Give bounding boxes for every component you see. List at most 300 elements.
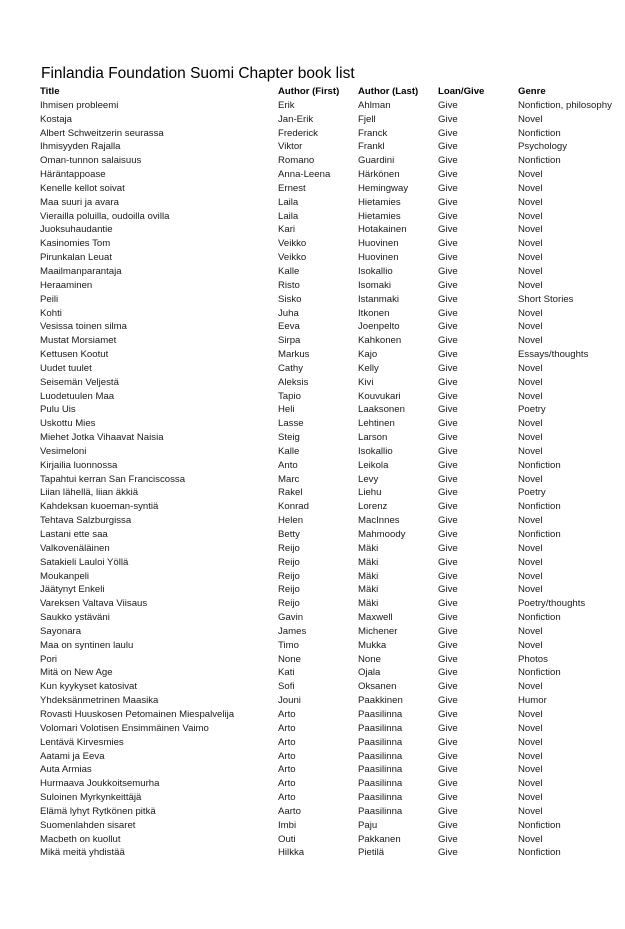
author-first-cell: Sirpa bbox=[278, 335, 301, 347]
loan-give-cell: Give bbox=[438, 445, 458, 457]
author-last-cell: Paasilinna bbox=[358, 722, 403, 734]
genre-cell: Novel bbox=[518, 432, 543, 444]
genre-cell: Humor bbox=[518, 695, 547, 707]
author-last-cell: Paasilinna bbox=[358, 708, 403, 720]
book-title-cell: Saukko ystäväni bbox=[40, 612, 110, 624]
genre-cell: Novel bbox=[518, 307, 543, 319]
genre-cell: Novel bbox=[518, 625, 543, 637]
table-row bbox=[40, 597, 625, 611]
author-last-cell: Kajo bbox=[358, 349, 378, 361]
author-first-cell: Marc bbox=[278, 473, 300, 485]
loan-give-cell: Give bbox=[438, 224, 458, 236]
table-body bbox=[40, 99, 625, 860]
table-row bbox=[40, 445, 625, 459]
genre-cell: Novel bbox=[518, 196, 543, 208]
table-row bbox=[40, 168, 625, 182]
author-last-cell: Guardini bbox=[358, 155, 395, 167]
author-first-cell: Viktor bbox=[278, 141, 303, 153]
book-title-cell: Häräntappoase bbox=[40, 169, 106, 181]
author-last-cell: Huovinen bbox=[358, 238, 399, 250]
book-title-cell: Heraaminen bbox=[40, 279, 93, 291]
loan-give-cell: Give bbox=[438, 404, 458, 416]
author-first-cell: Sofi bbox=[278, 681, 295, 693]
author-first-cell: Arto bbox=[278, 708, 296, 720]
author-last-cell: Mäki bbox=[358, 584, 379, 596]
loan-give-cell: Give bbox=[438, 764, 458, 776]
author-last-cell: Frankl bbox=[358, 141, 385, 153]
loan-give-cell: Give bbox=[438, 681, 458, 693]
author-last-cell: Lorenz bbox=[358, 501, 388, 513]
author-last-cell: Isokallio bbox=[358, 265, 393, 277]
header-author-first: Author (First) bbox=[278, 86, 340, 97]
author-last-cell: None bbox=[358, 653, 381, 665]
genre-cell: Novel bbox=[518, 279, 543, 291]
genre-cell: Novel bbox=[518, 570, 543, 582]
table-row bbox=[40, 846, 625, 860]
book-title-cell: Suomenlahden sisaret bbox=[40, 819, 136, 831]
genre-cell: Novel bbox=[518, 265, 543, 277]
author-first-cell: Kalle bbox=[278, 445, 300, 457]
book-title-cell: Kirjailia luonnossa bbox=[40, 459, 118, 471]
table-row bbox=[40, 320, 625, 334]
book-title-cell: Juoksuhaudantie bbox=[40, 224, 113, 236]
author-last-cell: Ojala bbox=[358, 667, 381, 679]
book-title-cell: Peili bbox=[40, 293, 59, 305]
author-first-cell: Aleksis bbox=[278, 376, 309, 388]
author-first-cell: Reijo bbox=[278, 570, 300, 582]
author-last-cell: Mäki bbox=[358, 570, 379, 582]
table-row bbox=[40, 639, 625, 653]
loan-give-cell: Give bbox=[438, 653, 458, 665]
author-first-cell: Betty bbox=[278, 529, 300, 540]
author-last-cell: Larson bbox=[358, 432, 388, 444]
genre-cell: Nonfiction bbox=[518, 459, 561, 471]
book-title-cell: Aatami ja Eeva bbox=[40, 750, 105, 762]
loan-give-cell: Give bbox=[438, 750, 458, 762]
author-first-cell: Eeva bbox=[278, 321, 300, 333]
book-title-cell: Maa on syntinen laulu bbox=[40, 639, 134, 651]
loan-give-cell: Give bbox=[438, 113, 458, 125]
table-row bbox=[40, 736, 625, 750]
book-title-cell: Hurmaava Joukkoitsemurha bbox=[40, 778, 160, 790]
table-row bbox=[40, 611, 625, 625]
book-title-cell: Elämä lyhyt Rytkönen pitkä bbox=[40, 805, 156, 817]
author-last-cell: Leikola bbox=[358, 459, 389, 471]
author-first-cell: Reijo bbox=[278, 542, 300, 554]
loan-give-cell: Give bbox=[438, 542, 458, 554]
book-title-cell: Uudet tuulet bbox=[40, 362, 92, 374]
genre-cell: Novel bbox=[518, 390, 543, 402]
book-title-cell: Mitä on New Age bbox=[40, 667, 113, 679]
author-first-cell: Markus bbox=[278, 349, 310, 361]
book-title-cell: Mustat Morsiamet bbox=[40, 335, 117, 347]
loan-give-cell: Give bbox=[438, 501, 458, 513]
loan-give-cell: Give bbox=[438, 349, 458, 361]
loan-give-cell: Give bbox=[438, 625, 458, 637]
author-last-cell: MacInnes bbox=[358, 515, 400, 527]
table-row bbox=[40, 473, 625, 487]
author-last-cell: Itkonen bbox=[358, 307, 390, 319]
author-first-cell: Rakel bbox=[278, 487, 303, 499]
header-genre: Genre bbox=[518, 86, 546, 97]
genre-cell: Novel bbox=[518, 736, 543, 748]
book-title-cell: Kettusen Kootut bbox=[40, 349, 109, 361]
book-title-cell: Kahdeksan kuoeman-syntiä bbox=[40, 501, 159, 513]
author-first-cell: Gavin bbox=[278, 612, 304, 624]
author-first-cell: None bbox=[278, 653, 301, 665]
book-title-cell: Volomari Volotisen Ensimmäinen Vaimo bbox=[40, 722, 209, 734]
genre-cell: Novel bbox=[518, 473, 543, 485]
book-title-cell: Yhdeksänmetrinen Maasika bbox=[40, 695, 159, 707]
table-row bbox=[40, 486, 625, 500]
book-title-cell: Kohti bbox=[40, 307, 62, 319]
author-last-cell: Hotakainen bbox=[358, 224, 407, 236]
book-title-cell: Maailmanparantaja bbox=[40, 265, 122, 277]
genre-cell: Novel bbox=[518, 708, 543, 720]
table-row bbox=[40, 431, 625, 445]
author-last-cell: Paasilinna bbox=[358, 778, 403, 790]
table-row bbox=[40, 625, 625, 639]
book-title-cell: Ihmisyyden Rajalla bbox=[40, 141, 121, 153]
genre-cell: Nonfiction bbox=[518, 819, 561, 831]
author-last-cell: Härkönen bbox=[358, 169, 400, 181]
loan-give-cell: Give bbox=[438, 847, 458, 859]
loan-give-cell: Give bbox=[438, 792, 458, 804]
author-first-cell: Sisko bbox=[278, 293, 302, 305]
author-last-cell: Isokallio bbox=[358, 445, 393, 457]
book-title-cell: Albert Schweitzerin seurassa bbox=[40, 127, 164, 139]
author-first-cell: Arto bbox=[278, 736, 296, 748]
header-title: Title bbox=[40, 86, 60, 97]
book-title-cell: Miehet Jotka Vihaavat Naisia bbox=[40, 432, 164, 444]
genre-cell: Novel bbox=[518, 764, 543, 776]
loan-give-cell: Give bbox=[438, 722, 458, 734]
genre-cell: Novel bbox=[518, 169, 543, 181]
table-row bbox=[40, 279, 625, 293]
author-first-cell: Arto bbox=[278, 750, 296, 762]
author-first-cell: Imbi bbox=[278, 819, 297, 831]
table-row bbox=[40, 362, 625, 376]
author-last-cell: Paju bbox=[358, 819, 378, 831]
table-row bbox=[40, 583, 625, 597]
author-last-cell: Isomaki bbox=[358, 279, 392, 291]
table-row bbox=[40, 514, 625, 528]
document-title: Finlandia Foundation Suomi Chapter book list bbox=[41, 65, 355, 82]
author-first-cell: Kari bbox=[278, 224, 296, 236]
book-title-cell: Kun kyykyset katosivat bbox=[40, 681, 138, 693]
genre-cell: Poetry bbox=[518, 404, 546, 416]
author-first-cell: Heli bbox=[278, 404, 295, 416]
genre-cell: Psychology bbox=[518, 141, 568, 153]
header-loan-give: Loan/Give bbox=[438, 86, 485, 97]
loan-give-cell: Give bbox=[438, 155, 458, 167]
author-last-cell: Paakkinen bbox=[358, 695, 403, 707]
author-first-cell: Kalle bbox=[278, 265, 300, 277]
author-last-cell: Levy bbox=[358, 473, 379, 485]
table-row bbox=[40, 251, 625, 265]
genre-cell: Poetry bbox=[518, 487, 546, 499]
book-title-cell: Ihmisen probleemi bbox=[40, 99, 119, 111]
author-first-cell: Arto bbox=[278, 722, 296, 734]
table-row bbox=[40, 99, 625, 113]
loan-give-cell: Give bbox=[438, 695, 458, 707]
table-row bbox=[40, 805, 625, 819]
loan-give-cell: Give bbox=[438, 598, 458, 610]
book-title-cell: Sayonara bbox=[40, 625, 82, 637]
author-first-cell: Risto bbox=[278, 279, 300, 291]
table-row bbox=[40, 763, 625, 777]
author-last-cell: Franck bbox=[358, 127, 388, 139]
table-row bbox=[40, 819, 625, 833]
loan-give-cell: Give bbox=[438, 252, 458, 264]
loan-give-cell: Give bbox=[438, 238, 458, 250]
author-first-cell: Romano bbox=[278, 155, 315, 167]
genre-cell: Photos bbox=[518, 653, 548, 665]
table-row bbox=[40, 680, 625, 694]
table-row bbox=[40, 750, 625, 764]
loan-give-cell: Give bbox=[438, 127, 458, 139]
author-first-cell: Jan-Erik bbox=[278, 113, 314, 125]
loan-give-cell: Give bbox=[438, 778, 458, 790]
book-title-cell: Tehtava Salzburgissa bbox=[40, 515, 132, 527]
author-last-cell: Paasilinna bbox=[358, 736, 403, 748]
loan-give-cell: Give bbox=[438, 432, 458, 444]
genre-cell: Novel bbox=[518, 584, 543, 596]
author-first-cell: Arto bbox=[278, 764, 296, 776]
genre-cell: Poetry/thoughts bbox=[518, 598, 586, 610]
author-first-cell: Kati bbox=[278, 667, 295, 679]
loan-give-cell: Give bbox=[438, 819, 458, 831]
genre-cell: Nonfiction bbox=[518, 155, 561, 167]
book-title-cell: Pulu Uis bbox=[40, 404, 76, 416]
author-last-cell: Istanmaki bbox=[358, 293, 400, 305]
author-first-cell: Helen bbox=[278, 515, 304, 527]
author-last-cell: Fjell bbox=[358, 113, 376, 125]
author-first-cell: Outi bbox=[278, 833, 296, 845]
genre-cell: Novel bbox=[518, 515, 543, 527]
genre-cell: Novel bbox=[518, 113, 543, 125]
book-title-cell: Seisemän Veljestä bbox=[40, 376, 119, 388]
genre-cell: Novel bbox=[518, 750, 543, 762]
author-last-cell: Pietilä bbox=[358, 847, 385, 859]
loan-give-cell: Give bbox=[438, 210, 458, 222]
genre-cell: Novel bbox=[518, 778, 543, 790]
genre-cell: Nonfiction bbox=[518, 612, 561, 624]
loan-give-cell: Give bbox=[438, 708, 458, 720]
book-title-cell: Vareksen Valtava Viisaus bbox=[40, 598, 148, 610]
book-title-cell: Pirunkalan Leuat bbox=[40, 252, 113, 264]
author-last-cell: Oksanen bbox=[358, 681, 397, 693]
book-title-cell: Satakieli Lauloi Yöllä bbox=[40, 556, 129, 568]
author-first-cell: Reijo bbox=[278, 584, 300, 596]
author-last-cell: Mukka bbox=[358, 639, 387, 651]
genre-cell: Novel bbox=[518, 335, 543, 347]
loan-give-cell: Give bbox=[438, 307, 458, 319]
genre-cell: Novel bbox=[518, 210, 543, 222]
table-row bbox=[40, 708, 625, 722]
author-last-cell: Mäki bbox=[358, 598, 379, 610]
table-row bbox=[40, 791, 625, 805]
loan-give-cell: Give bbox=[438, 376, 458, 388]
author-last-cell: Kivi bbox=[358, 376, 374, 388]
author-last-cell: Mäki bbox=[358, 542, 379, 554]
table-row bbox=[40, 500, 625, 514]
book-title-cell: Lentävä Kirvesmies bbox=[40, 736, 124, 748]
book-title-cell: Uskottu Mies bbox=[40, 418, 96, 430]
author-first-cell: Reijo bbox=[278, 598, 300, 610]
genre-cell: Novel bbox=[518, 805, 543, 817]
author-last-cell: Lehtinen bbox=[358, 418, 395, 430]
genre-cell: Novel bbox=[518, 321, 543, 333]
genre-cell: Novel bbox=[518, 418, 543, 430]
table-row bbox=[40, 293, 625, 307]
author-first-cell: Ernest bbox=[278, 182, 306, 194]
author-first-cell: Konrad bbox=[278, 501, 309, 513]
author-last-cell: Kelly bbox=[358, 362, 379, 374]
genre-cell: Novel bbox=[518, 833, 543, 845]
table-row bbox=[40, 459, 625, 473]
genre-cell: Nonfiction bbox=[518, 501, 561, 513]
genre-cell: Short Stories bbox=[518, 293, 574, 305]
table-row bbox=[40, 334, 625, 348]
author-first-cell: Steig bbox=[278, 432, 300, 444]
author-last-cell: Mahmoody bbox=[358, 529, 406, 540]
author-first-cell: Jouni bbox=[278, 695, 301, 707]
author-last-cell: Kouvukari bbox=[358, 390, 401, 402]
loan-give-cell: Give bbox=[438, 321, 458, 333]
table-row bbox=[40, 210, 625, 224]
genre-cell: Novel bbox=[518, 238, 543, 250]
table-row bbox=[40, 528, 625, 542]
table-row bbox=[40, 694, 625, 708]
author-first-cell: Veikko bbox=[278, 238, 307, 250]
author-last-cell: Mäki bbox=[358, 556, 379, 568]
genre-cell: Novel bbox=[518, 556, 543, 568]
book-title-cell: Rovasti Huuskosen Petomainen Miespalvelija bbox=[40, 708, 235, 720]
table-row bbox=[40, 417, 625, 431]
loan-give-cell: Give bbox=[438, 556, 458, 568]
loan-give-cell: Give bbox=[438, 265, 458, 277]
author-last-cell: Laaksonen bbox=[358, 404, 405, 416]
genre-cell: Essays/thoughts bbox=[518, 349, 589, 361]
author-first-cell: Aarto bbox=[278, 805, 301, 817]
book-title-cell: Oman-tunnon salaisuus bbox=[40, 155, 142, 167]
author-last-cell: Paasilinna bbox=[358, 764, 403, 776]
table-row bbox=[40, 833, 625, 847]
table-row bbox=[40, 237, 625, 251]
book-title-cell: Luodetuulen Maa bbox=[40, 390, 115, 402]
author-first-cell: Erik bbox=[278, 99, 295, 111]
genre-cell: Novel bbox=[518, 182, 543, 194]
book-title-cell: Vierailla poluilla, oudoilla ovilla bbox=[40, 210, 170, 222]
table-row bbox=[40, 196, 625, 210]
loan-give-cell: Give bbox=[438, 805, 458, 817]
genre-cell: Novel bbox=[518, 542, 543, 554]
table-row bbox=[40, 403, 625, 417]
table-row bbox=[40, 348, 625, 362]
book-title-cell: Liian lähellä, liian äkkiä bbox=[40, 487, 139, 499]
table-row bbox=[40, 777, 625, 791]
table-row bbox=[40, 223, 625, 237]
genre-cell: Nonfiction bbox=[518, 847, 561, 859]
genre-cell: Novel bbox=[518, 252, 543, 264]
book-list-table bbox=[40, 85, 625, 860]
loan-give-cell: Give bbox=[438, 570, 458, 582]
table-row bbox=[40, 390, 625, 404]
author-first-cell: Laila bbox=[278, 196, 299, 208]
author-first-cell: Anto bbox=[278, 459, 298, 471]
author-first-cell: Hilkka bbox=[278, 847, 305, 859]
table-row bbox=[40, 666, 625, 680]
table-row bbox=[40, 127, 625, 141]
loan-give-cell: Give bbox=[438, 515, 458, 527]
loan-give-cell: Give bbox=[438, 279, 458, 291]
book-title-cell: Jäätynyt Enkeli bbox=[40, 584, 105, 596]
table-row bbox=[40, 182, 625, 196]
author-first-cell: James bbox=[278, 625, 307, 637]
book-title-cell: Kostaja bbox=[40, 113, 72, 125]
loan-give-cell: Give bbox=[438, 487, 458, 499]
genre-cell: Novel bbox=[518, 224, 543, 236]
loan-give-cell: Give bbox=[438, 182, 458, 194]
book-title-cell: Vesissa toinen silma bbox=[40, 321, 127, 333]
book-title-cell: Valkovenäläinen bbox=[40, 542, 110, 554]
author-first-cell: Reijo bbox=[278, 556, 300, 568]
table-row bbox=[40, 265, 625, 279]
loan-give-cell: Give bbox=[438, 335, 458, 347]
author-last-cell: Paasilinna bbox=[358, 805, 403, 817]
book-title-cell: Vesimeloni bbox=[40, 445, 87, 457]
author-first-cell: Arto bbox=[278, 778, 296, 790]
table-row bbox=[40, 376, 625, 390]
genre-cell: Novel bbox=[518, 362, 543, 374]
author-first-cell: Tapio bbox=[278, 390, 301, 402]
table-row bbox=[40, 307, 625, 321]
loan-give-cell: Give bbox=[438, 390, 458, 402]
author-first-cell: Juha bbox=[278, 307, 299, 319]
loan-give-cell: Give bbox=[438, 459, 458, 471]
table-row bbox=[40, 570, 625, 584]
author-last-cell: Kahkonen bbox=[358, 335, 402, 347]
book-title-cell: Pori bbox=[40, 653, 58, 665]
genre-cell: Novel bbox=[518, 639, 543, 651]
genre-cell: Nonfiction bbox=[518, 667, 561, 679]
author-first-cell: Frederick bbox=[278, 127, 318, 139]
book-title-cell: Kenelle kellot soivat bbox=[40, 182, 125, 194]
genre-cell: Novel bbox=[518, 376, 543, 388]
genre-cell: Novel bbox=[518, 722, 543, 734]
genre-cell: Nonfiction bbox=[518, 529, 561, 540]
author-last-cell: Huovinen bbox=[358, 252, 399, 264]
loan-give-cell: Give bbox=[438, 141, 458, 153]
loan-give-cell: Give bbox=[438, 196, 458, 208]
author-last-cell: Hemingway bbox=[358, 182, 409, 194]
table-row bbox=[40, 113, 625, 127]
loan-give-cell: Give bbox=[438, 99, 458, 111]
table-row bbox=[40, 140, 625, 154]
book-title-cell: Mikä meitä yhdistää bbox=[40, 847, 125, 859]
book-title-cell: Macbeth on kuollut bbox=[40, 833, 121, 845]
genre-cell: Novel bbox=[518, 445, 543, 457]
author-last-cell: Paasilinna bbox=[358, 792, 403, 804]
author-last-cell: Paasilinna bbox=[358, 750, 403, 762]
loan-give-cell: Give bbox=[438, 612, 458, 624]
book-title-cell: Maa suuri ja avara bbox=[40, 196, 119, 208]
loan-give-cell: Give bbox=[438, 667, 458, 679]
book-title-cell: Tapahtui kerran San Franciscossa bbox=[40, 473, 186, 485]
author-last-cell: Maxwell bbox=[358, 612, 393, 624]
loan-give-cell: Give bbox=[438, 736, 458, 748]
